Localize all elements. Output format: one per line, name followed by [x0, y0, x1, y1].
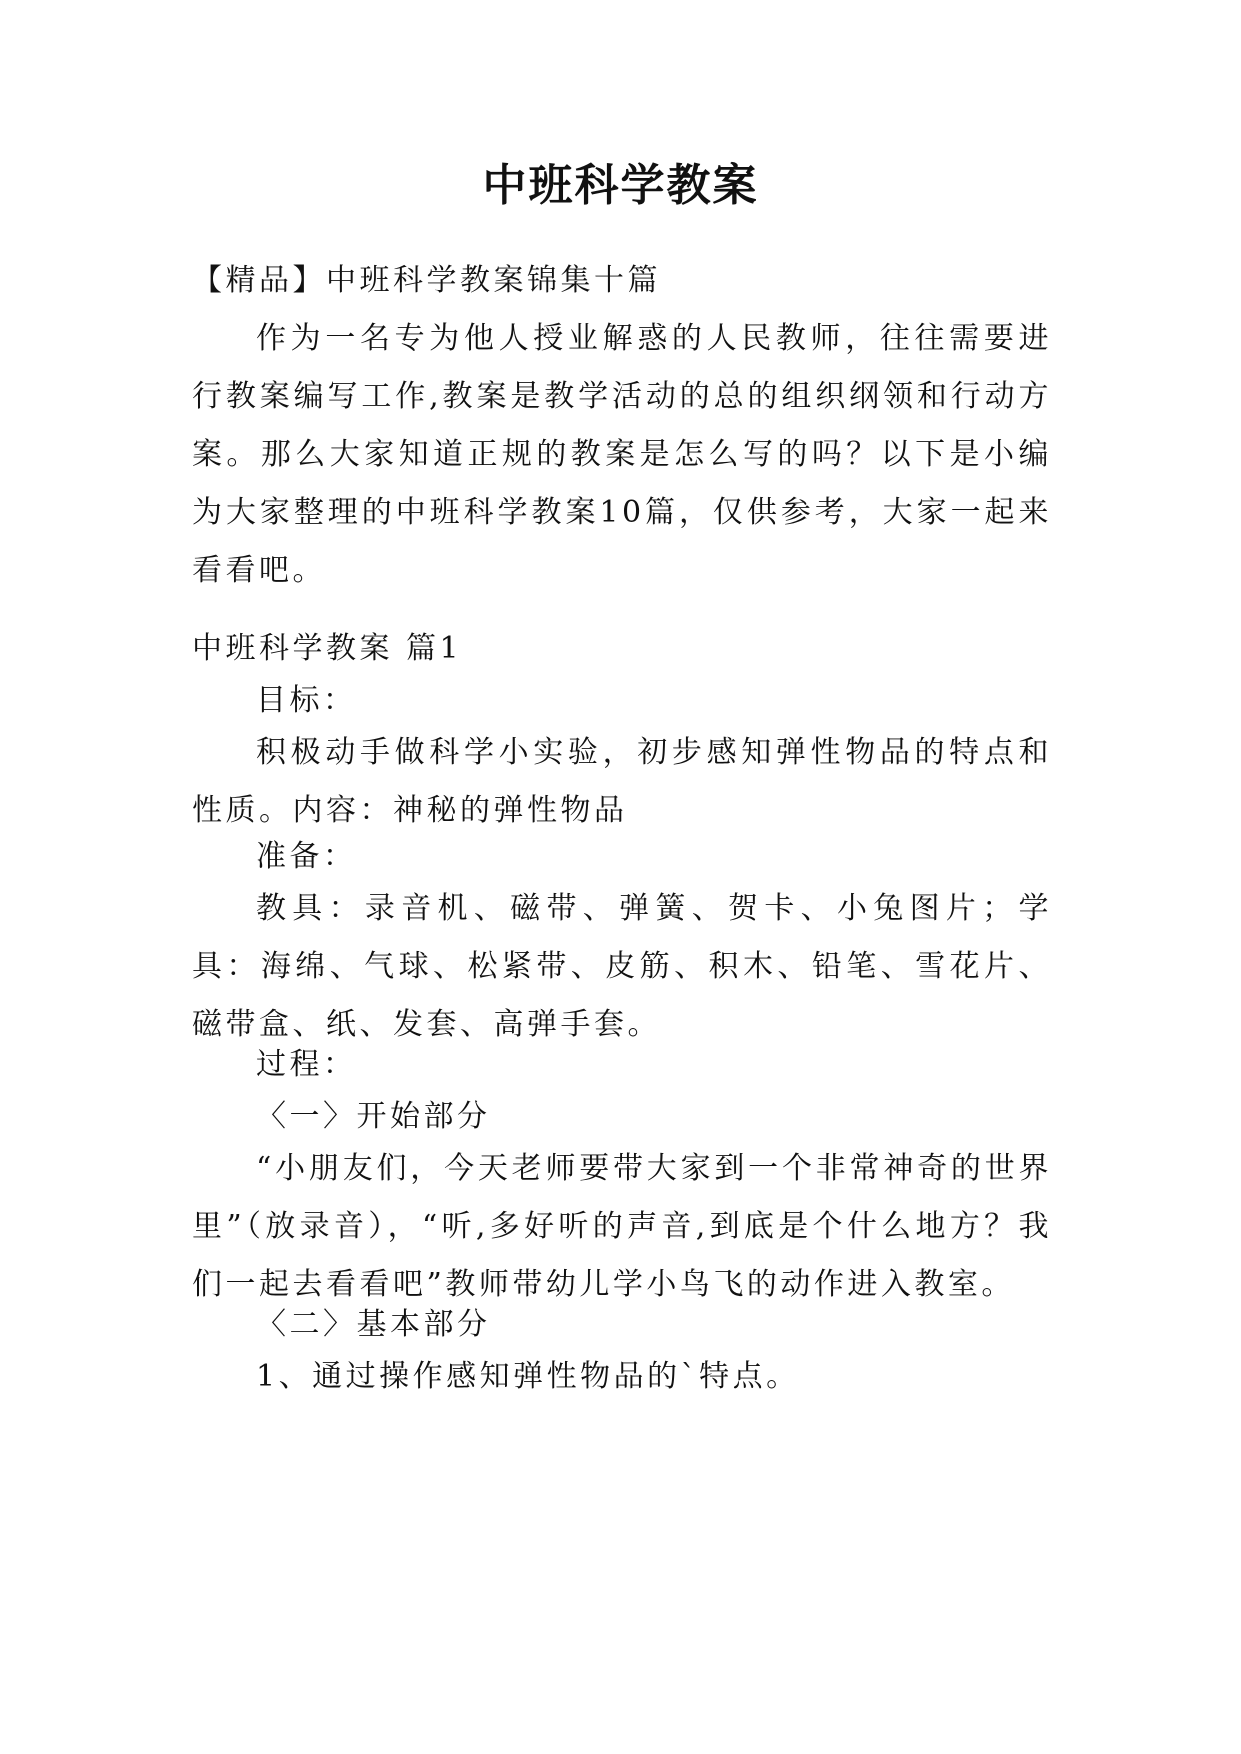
process-label: 过程： [256, 1047, 357, 1082]
prep-label: 准备： [256, 839, 357, 874]
part2-heading: 〈二〉基本部分 [256, 1307, 491, 1342]
prep-paragraph: 教具：录音机、磁带、弹簧、贺卡、小兔图片；学具：海绵、气球、松紧带、皮筋、积木、铅笔、雪花片、磁带盒、纸、发套、高弹手套。 [192, 891, 1052, 1042]
section-heading: 中班科学教案 篇1 [192, 631, 463, 666]
document-subtitle: 【精品】中班科学教案锦集十篇 [192, 263, 661, 298]
part1-paragraph: “小朋友们，今天老师要带大家到一个非常神奇的世界里”（放录音），“听,多好听的声音,到底是个什么地方？我们一起去看看吧”教师带幼儿学小鸟飞的动作进入教室。 [192, 1151, 1052, 1302]
intro-paragraph: 作为一名专为他人授业解惑的人民教师，往往需要进行教案编写工作,教案是教学活动的总的组织纲领和行动方案。那么大家知道正规的教案是怎么写的吗？以下是小编为大家整理的中班科学教案10篇，仅供参考，大家一起来看看吧。 [192, 321, 1052, 588]
goal-label: 目标： [256, 683, 357, 718]
document-title: 中班科学教案 [482, 160, 759, 211]
part1-heading: 〈一〉开始部分 [256, 1099, 491, 1134]
goal-paragraph: 积极动手做科学小实验，初步感知弹性物品的特点和性质。内容：神秘的弹性物品 [192, 735, 1052, 828]
step1-text: 1、通过操作感知弹性物品的`特点。 [256, 1359, 800, 1394]
